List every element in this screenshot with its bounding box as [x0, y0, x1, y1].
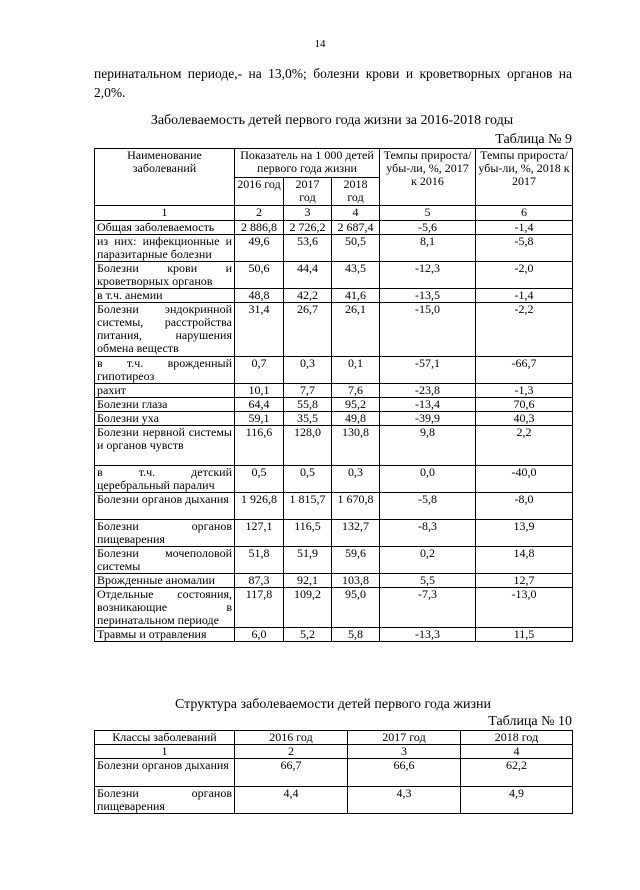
value-cell: -66,7	[476, 357, 573, 384]
value-cell: -1,3	[476, 384, 573, 398]
disease-name-cell: Болезни органов дыхания	[95, 493, 235, 520]
value-cell: 59,6	[332, 547, 380, 574]
disease-name-cell: в т.ч. врожденный гипотиреоз	[95, 357, 235, 384]
disease-name-cell: рахит	[95, 384, 235, 398]
value-cell: -1,4	[476, 221, 573, 235]
value-cell: 128,0	[284, 426, 332, 466]
table-row	[95, 289, 573, 303]
value-cell: 127,1	[235, 520, 284, 547]
value-cell: -5,8	[476, 235, 573, 262]
value-cell: 10,1	[235, 384, 284, 398]
value-cell: -13,0	[476, 588, 573, 628]
table-row	[95, 303, 573, 357]
disease-name-cell: Отдельные состояния, возникающие в перинатальном периоде	[95, 588, 235, 628]
value-cell: 26,7	[284, 303, 332, 357]
value-cell: 116,6	[235, 426, 284, 466]
value-cell: -2,2	[476, 303, 573, 357]
value-cell: 35,5	[284, 412, 332, 426]
value-cell: 0,3	[284, 357, 332, 384]
value-cell: 66,6	[348, 759, 461, 787]
disease-name-cell: Врожденные аномалии	[95, 574, 235, 588]
value-cell: 5,5	[380, 574, 476, 588]
col-number: 2	[235, 745, 348, 759]
value-cell: 5,8	[332, 628, 380, 642]
value-cell: 2,2	[476, 426, 573, 466]
value-cell: 11,5	[476, 628, 573, 642]
table-row	[95, 520, 573, 547]
value-cell: 8,1	[380, 235, 476, 262]
disease-name-cell: Болезни глаза	[95, 398, 235, 412]
col-number: 1	[95, 206, 235, 221]
value-cell: 117,8	[235, 588, 284, 628]
value-cell: 2 886,8	[235, 221, 284, 235]
disease-name-cell: Болезни мочеполовой системы	[95, 547, 235, 574]
value-cell: 95,0	[332, 588, 380, 628]
value-cell: -7,3	[380, 588, 476, 628]
value-cell: 70,6	[476, 398, 573, 412]
value-cell: 26,1	[332, 303, 380, 357]
disease-name-cell: Болезни органов пищеварения	[95, 520, 235, 547]
col-number: 3	[348, 745, 461, 759]
table-row	[95, 357, 573, 384]
value-cell: 42,2	[284, 289, 332, 303]
header-year-2016: 2016 год	[235, 178, 284, 206]
value-cell: -13,5	[380, 289, 476, 303]
value-cell: 40,3	[476, 412, 573, 426]
col-number: 5	[380, 206, 476, 221]
value-cell: 6,0	[235, 628, 284, 642]
col-number: 2	[235, 206, 284, 221]
value-cell: 0,2	[380, 547, 476, 574]
intro-paragraph: перинатальном периоде,- на 13,0%; болезни крови и кроветворных органов на 2,0%.	[94, 66, 572, 100]
value-cell: -1,4	[476, 289, 573, 303]
table9-caption: Таблица № 9	[495, 132, 572, 147]
table-row	[95, 384, 573, 398]
value-cell: 132,7	[332, 520, 380, 547]
disease-class-cell: Болезни органов пищеварения	[95, 787, 235, 814]
value-cell: 0,1	[332, 357, 380, 384]
value-cell: 31,4	[235, 303, 284, 357]
col-number: 1	[95, 745, 235, 759]
header-year-2018: 2018 год	[461, 731, 573, 745]
value-cell: -5,6	[380, 221, 476, 235]
value-cell: 48,8	[235, 289, 284, 303]
value-cell: 41,6	[332, 289, 380, 303]
value-cell: 1 670,8	[332, 493, 380, 520]
table-row	[95, 235, 573, 262]
value-cell: 13,9	[476, 520, 573, 547]
value-cell: -40,0	[476, 466, 573, 493]
value-cell: -12,3	[380, 262, 476, 289]
value-cell: 95,2	[332, 398, 380, 412]
disease-name-cell: в т.ч. детский церебральный паралич	[95, 466, 235, 493]
value-cell: 2 687,4	[332, 221, 380, 235]
value-cell: 50,6	[235, 262, 284, 289]
disease-name-cell: Болезни уха	[95, 412, 235, 426]
value-cell: 44,4	[284, 262, 332, 289]
table10	[94, 730, 573, 814]
value-cell: 9,8	[380, 426, 476, 466]
value-cell: 4,3	[348, 787, 461, 814]
value-cell: 0,5	[235, 466, 284, 493]
disease-name-cell: Болезни нервной системы и органов чувств	[95, 426, 235, 466]
header-growth-2017: Темпы прироста/убы-ли, %, 2017 к 2016	[380, 149, 476, 206]
value-cell: 0,5	[284, 466, 332, 493]
table-row	[95, 759, 573, 787]
value-cell: 55,8	[284, 398, 332, 412]
value-cell: 0,7	[235, 357, 284, 384]
value-cell: 50,5	[332, 235, 380, 262]
value-cell: -8,0	[476, 493, 573, 520]
value-cell: -13,3	[380, 628, 476, 642]
col-number: 3	[284, 206, 332, 221]
disease-name-cell: Общая заболеваемость	[95, 221, 235, 235]
disease-name-cell: в т.ч. анемии	[95, 289, 235, 303]
table10-title: Структура заболеваемости детей первого года жизни	[174, 697, 492, 712]
header-year-2016: 2016 год	[235, 731, 348, 745]
value-cell: 62,2	[461, 759, 573, 787]
table9	[94, 148, 573, 642]
value-cell: -13,4	[380, 398, 476, 412]
value-cell: 103,8	[332, 574, 380, 588]
table10-caption: Таблица № 10	[488, 714, 572, 729]
header-indicator: Показатель на 1 000 детей первого года жизни	[235, 149, 380, 178]
value-cell: 14,8	[476, 547, 573, 574]
header-disease-class: Классы заболеваний	[95, 731, 235, 745]
value-cell: 1 926,8	[235, 493, 284, 520]
value-cell: 7,7	[284, 384, 332, 398]
table-row	[95, 574, 573, 588]
header-growth-2018: Темпы прироста/убы-ли, %, 2018 к 2017	[476, 149, 573, 206]
value-cell: -15,0	[380, 303, 476, 357]
value-cell: 1 815,7	[284, 493, 332, 520]
value-cell: 4,4	[235, 787, 348, 814]
header-year-2017: 2017 год	[348, 731, 461, 745]
value-cell: -57,1	[380, 357, 476, 384]
value-cell: 51,9	[284, 547, 332, 574]
value-cell: 87,3	[235, 574, 284, 588]
value-cell: 66,7	[235, 759, 348, 787]
table-row	[95, 398, 573, 412]
col-number: 6	[476, 206, 573, 221]
disease-class-cell: Болезни органов дыхания	[95, 759, 235, 787]
value-cell: 130,8	[332, 426, 380, 466]
table9-title: Заболеваемость детей первого года жизни за 2016-2018 годы	[150, 113, 514, 128]
disease-name-cell: Болезни крови и кроветворных органов	[95, 262, 235, 289]
table-row	[95, 466, 573, 493]
value-cell: 43,5	[332, 262, 380, 289]
page-number: 14	[314, 38, 326, 50]
table-row	[95, 628, 573, 642]
col-number: 4	[461, 745, 573, 759]
value-cell: 2 726,2	[284, 221, 332, 235]
value-cell: 5,2	[284, 628, 332, 642]
value-cell: 7,6	[332, 384, 380, 398]
table-row	[95, 221, 573, 235]
value-cell: 0,3	[332, 466, 380, 493]
header-year-2018: 2018 год	[332, 178, 380, 206]
table-row	[95, 262, 573, 289]
value-cell: 0,0	[380, 466, 476, 493]
value-cell: 49,6	[235, 235, 284, 262]
header-year-2017: 2017 год	[284, 178, 332, 206]
disease-name-cell: Болезни эндокринной системы, расстройства питания, нарушения обмена веществ	[95, 303, 235, 357]
value-cell: -23,8	[380, 384, 476, 398]
table-row	[95, 493, 573, 520]
value-cell: 109,2	[284, 588, 332, 628]
value-cell: 59,1	[235, 412, 284, 426]
value-cell: 116,5	[284, 520, 332, 547]
table-row	[95, 547, 573, 574]
table-row	[95, 412, 573, 426]
table-row	[95, 588, 573, 628]
table-row	[95, 426, 573, 466]
value-cell: 49,8	[332, 412, 380, 426]
value-cell: 92,1	[284, 574, 332, 588]
value-cell: 53,6	[284, 235, 332, 262]
value-cell: 64,4	[235, 398, 284, 412]
value-cell: 12,7	[476, 574, 573, 588]
value-cell: -39,9	[380, 412, 476, 426]
value-cell: -2,0	[476, 262, 573, 289]
value-cell: 51,8	[235, 547, 284, 574]
value-cell: -8,3	[380, 520, 476, 547]
disease-name-cell: Травмы и отравления	[95, 628, 235, 642]
disease-name-cell: из них: инфекционные и паразитарные болезни	[95, 235, 235, 262]
header-disease-name: Наименование заболеваний	[95, 149, 235, 206]
value-cell: 4,9	[461, 787, 573, 814]
col-number: 4	[332, 206, 380, 221]
table-row	[95, 787, 573, 814]
value-cell: -5,8	[380, 493, 476, 520]
